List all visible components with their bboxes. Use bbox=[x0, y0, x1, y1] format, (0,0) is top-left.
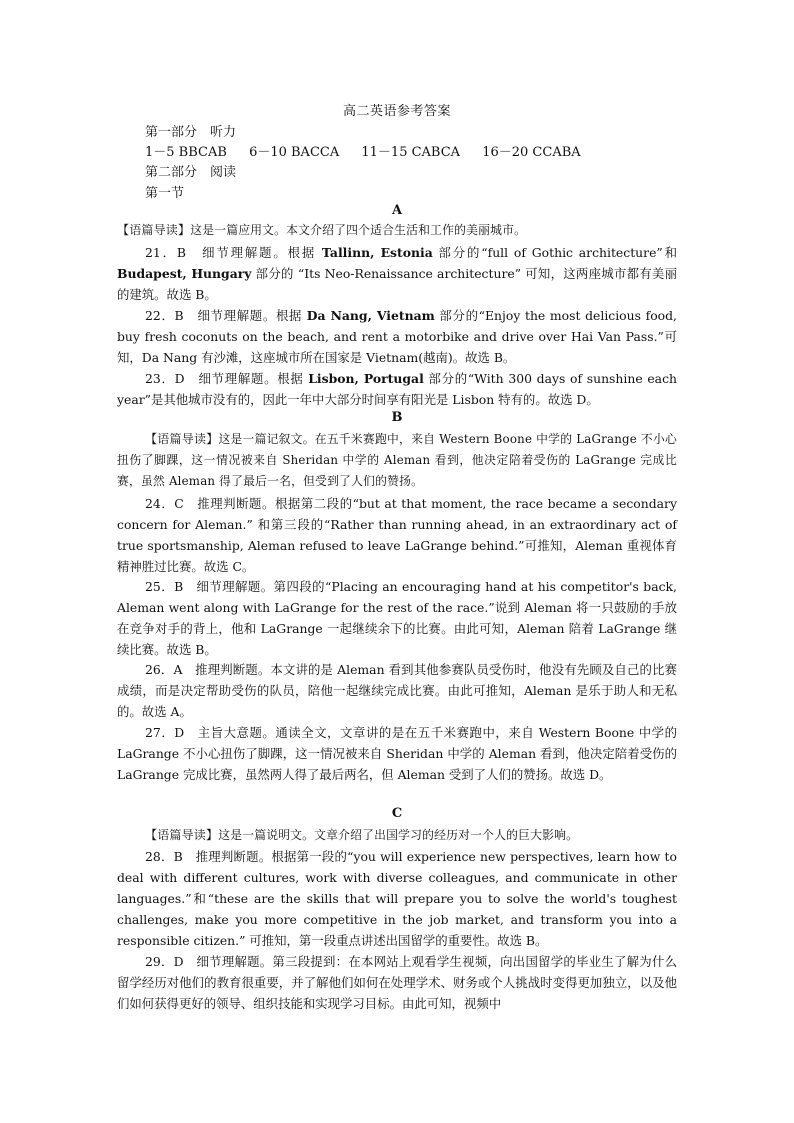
answer-29: 29．D 细节理解题。第三段提到：在本网站上观看学生视频，向出国留学的毕业生了解为什么留学经历对他们的教育很重要，并了解他们如何在处理学术、财务或个人挑战时变得更加独立，以及他们如何获得更好的领导、组织技能和实现学习目标。由此可知，视频中 bbox=[117, 954, 677, 1011]
answer-25: 25．B 细节理解题。第四段的“Placing an encouraging hand at his competitor's back, Aleman went along with LaGrange for the rest of the race.”说到 Aleman 将一只鼓励的手放在竞争对手的背上，他和 LaGrange 一起继续余下的比赛。由此可知，Aleman 陪着 LaGrange 继续比赛。故选 B。 bbox=[117, 579, 677, 657]
passage-b-letter: B bbox=[391, 410, 403, 425]
passage-b-guide bbox=[117, 429, 677, 492]
section-heading: 第一节 bbox=[145, 186, 185, 201]
guide-text: 这是一篇记叙文。在五千米赛跑中，来自 Western Boone 中学的 LaGrange 不小心扭伤了脚踝，这一情况被来自 Sheridan 中学的 Aleman 看到，他决定陪着受伤的 LaGrange 完成比赛，虽然 Aleman 得了最后一名，但受到了人们的赞扬。 bbox=[117, 432, 677, 488]
passage-c-guide bbox=[117, 825, 677, 846]
guide-tag: 【语篇导读】 bbox=[145, 432, 219, 446]
answers-16-20: 16－20 CCABA bbox=[482, 145, 581, 160]
passage-a-guide bbox=[117, 220, 677, 241]
guide-text: 这是一篇应用文。本文介绍了四个适合生活和工作的美丽城市。 bbox=[190, 223, 527, 237]
answer-22: 22．B 细节理解题。根据 Da Nang, Vietnam 部分的“Enjoy the most delicious food, buy fresh coconuts on the beach, and rent a motorbike and drive over Hai Van Pass.”可知，Da Nang 有沙滩，这座城市所在国家是 Vietnam(越南)。故选 B。 bbox=[117, 308, 677, 365]
guide-text: 这是一篇说明文。文章介绍了出国学习的经历对一个人的巨大影响。 bbox=[218, 828, 579, 842]
guide-tag: 【语篇导读】 bbox=[145, 828, 219, 842]
part1-heading: 第一部分 听力 bbox=[145, 125, 237, 140]
passage-a-letter: A bbox=[391, 203, 403, 218]
answers-1-5: 1－5 BBCAB bbox=[145, 145, 227, 160]
part2-heading: 第二部分 阅读 bbox=[145, 165, 237, 180]
answer-26: 26．A 推理判断题。本文讲的是 Aleman 看到其他参赛队员受伤时，他没有先顾及自己的比赛成绩，而是决定帮助受伤的队员，陪他一起继续完成比赛。由此可推知，Aleman 是乐于助人和无私的。故选 A。 bbox=[117, 662, 677, 719]
answer-23: 23．D 细节理解题。根据 Lisbon, Portugal 部分的“With 300 days of sunshine each year”是其他城市没有的，因此一年中大部分时间享有阳光是 Lisbon 特有的。故选 D。 bbox=[117, 371, 677, 407]
answer-24: 24．C 推理判断题。根据第二段的“but at that moment, the race became a secondary concern for Aleman.” 和第三段的“Rather than running ahead, in an extraordinary act of true sportsmanship, Aleman refused to leave LaGrange behind.”可推知，Aleman 重视体育精神胜过比赛。故选 C。 bbox=[117, 496, 677, 574]
answer-28: 28．B 推理判断题。根据第一段的“you will experience new perspectives, learn how to deal with different cultures, work with diverse colleagues, and communicate in other languages.”和“these are the skills that will prepare you to solve the world's toughest challenges, make you more competitive in the job market, and transform you into a responsible citizen.” 可推知，第一段重点讲述出国留学的重要性。故选 B。 bbox=[117, 849, 677, 948]
listening-answers bbox=[145, 141, 599, 160]
answer-21: 21．B 细节理解题。根据 Tallinn, Estonia 部分的“full of Gothic architecture”和 Budapest, Hungary 部分的 “Its Neo-Renaissance architecture” 可知，这两座城市都有美丽的建筑。故选 B。 bbox=[117, 245, 678, 302]
answers-11-15: 11－15 CABCA bbox=[361, 145, 461, 160]
guide-tag: 【语篇导读】 bbox=[117, 223, 191, 237]
answer-27: 27．D 主旨大意题。通读全文，文章讲的是在五千米赛跑中，来自 Western Boone 中学的 LaGrange 不小心扭伤了脚踝，这一情况被来自 Sheridan 中学的 Aleman 看到，他决定陪着受伤的 LaGrange 完成比赛，虽然两人得了最后两名，但 Aleman 受到了人们的赞扬。故选 D。 bbox=[117, 725, 677, 782]
page-title: 高二英语参考答案 bbox=[342, 104, 451, 119]
passage-c-letter: C bbox=[391, 806, 403, 821]
answers-6-10: 6－10 BACCA bbox=[249, 145, 340, 160]
